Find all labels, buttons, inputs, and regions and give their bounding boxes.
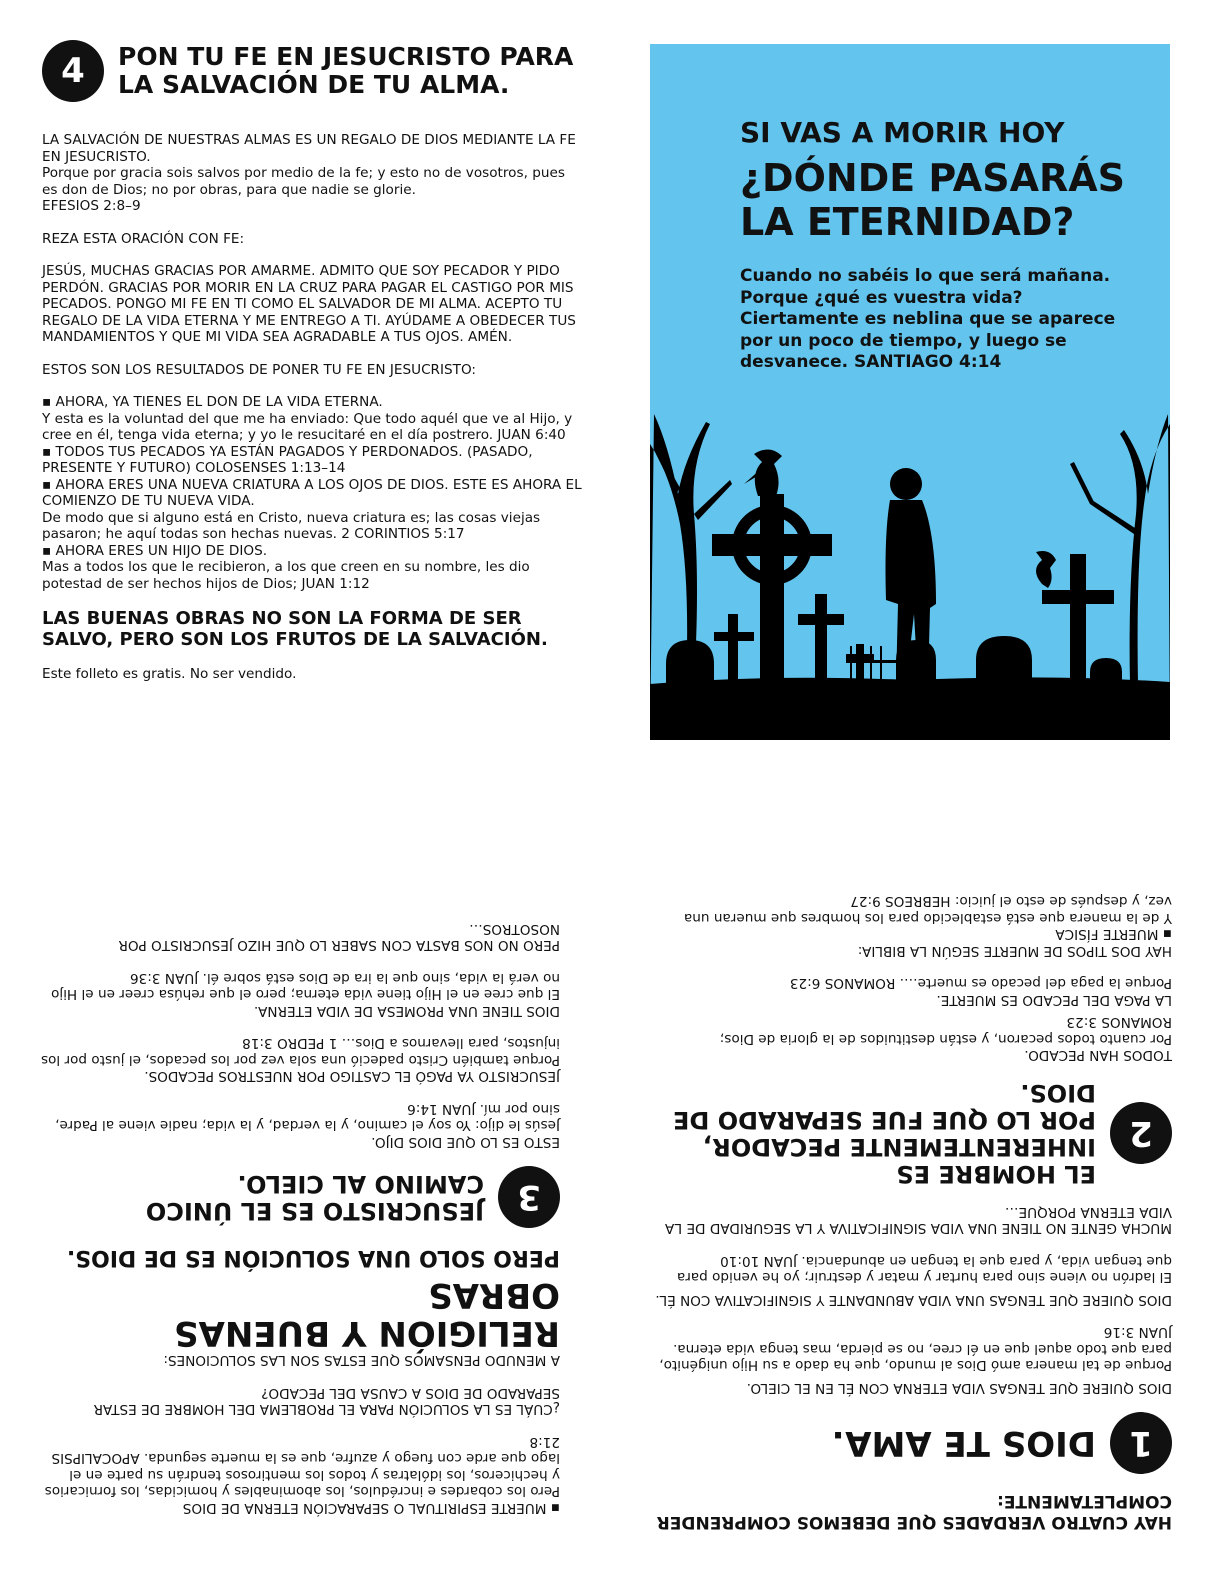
- john-14-verse: Jesús le dijo: Yo soy el camino, y la verdad, y la vida; nadie viene al Padre, sino por mí. JUAN 14:6: [55, 1101, 560, 1134]
- physical-death: ▪ MUERTE FÍSICA: [1055, 926, 1172, 943]
- result-1-verse: Y esta es la voluntad del que me ha enviado: Que todo aquél que ve al Hijo, y cree en él, tenga vida eterna; y yo le resucitaré en el día postrero. JUAN 6:40: [42, 410, 573, 443]
- step-4-header: [42, 40, 582, 102]
- john-3-36-verse: El que cree en el Hijo tiene vida eterna; pero el que rehúsa creer en el Hijo no verá la vida, sino que la ira de Dios está sobre él. JUAN 3:36: [51, 970, 560, 1003]
- step-3-header: [40, 1166, 560, 1228]
- john-10-10-verse: El ladrón no viene sino para hurtar y matar y destruir; yo he venido para que tengan vida, y para que la tengan en abundancia. JUAN 10:10: [676, 1253, 1172, 1286]
- hebrews-verse: Y de la manera que está establecido para los hombres que mueran una vez, y después de esto el juicio: HEBREOS 9:27: [683, 893, 1172, 926]
- step-2-number: 2: [1110, 1103, 1172, 1165]
- many-people: MUCHA GENTE NO TIENE UNA VIDA SIGNIFICATIVA Y LA SEGURIDAD DE LA VIDA ETERNA PORQUE…: [664, 1204, 1172, 1237]
- ephesians-verse: Porque por gracia sois salvos por medio de la fe; y esto no de vosotros, pues es don de Dios; no por obras, para que nadie se glorie.: [42, 165, 565, 198]
- god-wants: DIOS QUIERE QUE TENGAS VIDA ETERNA CON ÉL EN EL CIELO.: [746, 1380, 1172, 1396]
- romans-6-23-verse: Porque la paga del pecado es muerte…. ROMANOS 6:23: [789, 975, 1172, 992]
- graveyard-silhouette-icon: [650, 384, 1170, 740]
- step-1-title: DIOS TE AMA.: [831, 1423, 1096, 1464]
- john-3-16-verse: Porque de tal manera amó Dios al mundo, que ha dado a su Hijo unigénito, para que todo aquel que en él cree, no se pierda, mas tenga vida eterna. JUAN 3:16: [659, 1324, 1172, 1374]
- prayer-heading: REZA ESTA ORACIÓN CON FE:: [42, 230, 245, 247]
- result-3: ▪ AHORA ERES UNA NUEVA CRIATURA A LOS OJOS DE DIOS. ESTE ES AHORA EL COMIENZO DE TU NUEVA VIDA.: [42, 476, 582, 509]
- prayer-text: JESÚS, MUCHAS GRACIAS POR AMARME. ADMITO QUE SOY PECADOR Y PIDO PERDÓN. GRACIAS POR MORIR EN LA CRUZ PARA PAGAR EL CASTIGO POR MIS PECADOS. PONGO MI FE EN TI COMO EL SALVADOR DE MI ALMA. ACEPTO TU REGALO DE LA VIDA ETERNA Y ME ENTREGO A TI. AYÚDAME A OBEDECER TUS MANDAMIENTOS Y QUE MI VIDA SEA AGRADABLE A TUS OJOS. AMÉN.: [42, 263, 576, 345]
- step-4-number: 4: [42, 40, 104, 102]
- wage-of-sin: LA PAGA DEL PECADO ES MUERTE.: [936, 992, 1172, 1008]
- cover-panel: [650, 44, 1170, 740]
- step-3-title: JESUCRISTO ES EL ÚNICO CAMINO AL CIELO.: [145, 1170, 484, 1225]
- panel-step-3: [40, 866, 560, 1516]
- result-1: ▪ AHORA, YA TIENES EL DON DE LA VIDA ETERNA.: [42, 394, 383, 410]
- romans-3-23-verse: Por cuanto todos pecaron, y están destituidos de la gloria de Dios; ROMANOS 3:23: [719, 1014, 1172, 1047]
- eternal-promise: DIOS TIENE UNA PROMESA DE VIDA ETERNA.: [253, 1003, 560, 1019]
- cover-line-1: SI VAS A MORIR HOY: [740, 116, 1065, 149]
- step-1-header: [652, 1412, 1172, 1474]
- closing-statement: LAS BUENAS OBRAS NO SON LA FORMA DE SER SALVO, PERO SON LOS FRUTOS DE LA SALVACIÓN.: [42, 608, 548, 650]
- spiritual-death: ▪ MUERTE ESPIRITUAL O SEPARACIÓN ETERNA DE DIOS: [182, 1500, 560, 1516]
- results-heading: ESTOS SON LOS RESULTADOS DE PONER TU FE EN JESUCRISTO:: [42, 361, 476, 378]
- panel-step-4: [42, 40, 582, 683]
- all-sinned: TODOS HAN PECADO.: [1024, 1047, 1172, 1064]
- four-truths-intro: HAY CUATRO VERDADES QUE DEBEMOS COMPRENDER COMPLETAMENTE:: [656, 1491, 1172, 1532]
- step-1-number: 1: [1110, 1412, 1172, 1474]
- ephesians-ref: EFESIOS 2:8–9: [42, 198, 141, 214]
- panel-steps-1-2: [652, 838, 1172, 1532]
- only-one-solution: PERO SOLO UNA SOLUCIÓN ES DE DIOS.: [66, 1245, 560, 1270]
- footer-note: Este folleto es gratis. No ser vendido.: [42, 666, 297, 682]
- abundant-life: DIOS QUIERE QUE TENGAS UNA VIDA ABUNDANTE Y SIGNIFICATIVA CON ÉL.: [655, 1292, 1172, 1308]
- result-2: ▪ TODOS TUS PECADOS YA ESTÁN PAGADOS Y PERDONADOS. (PASADO, PRESENTE Y FUTURO) COLOSENSES 1:13–14: [42, 443, 533, 476]
- cover-quote: Cuando no sabéis lo que será mañana. Porque ¿qué es vuestra vida? Ciertamente es neblina que se aparece por un poco de tiempo, y luego se desvanece. SANTIAGO 4:14: [740, 266, 1116, 372]
- step-4-title: PON TU FE EN JESUCRISTO PARA LA SALVACIÓN DE TU ALMA.: [118, 42, 574, 99]
- result-4-verse: Mas a todos los que le recibieron, a los que creen en su nombre, les dio potestad de ser hechos hijos de Dios; JUAN 1:12: [42, 559, 530, 592]
- peter-verse: Porque también Cristo padeció una sola vez por los pecados, el justo por los injustos, para llevarnos a Dios… 1 PEDRO 3:18: [41, 1035, 560, 1068]
- not-enough: PERO NO NOS BASTA CON SABER LO QUE HIZO JESUCRISTO POR NOSOTROS…: [118, 921, 560, 954]
- two-deaths: HAY DOS TIPOS DE MUERTE SEGÚN LA BIBLIA:: [857, 943, 1172, 959]
- revelation-verse: Pero los cobardes e incrédulos, los abominables y homicidas, los fornicarios y hechiceros, los idólatras y todos los mentirosos tendrán su parte en el lago que arde con fuego y azufre, que es la muerte segunda. APOCALIPSIS 21:8: [44, 1434, 560, 1500]
- jesus-paid: JESUCRISTO YA PAGÓ EL CASTIGO POR NUESTROS PECADOS.: [144, 1068, 560, 1085]
- step-2-title: EL HOMBRE ES INHERENTEMENTE PECADOR, POR LO QUE FUE SEPARADO DE DIOS.: [673, 1079, 1096, 1189]
- step-2-header: [652, 1080, 1172, 1188]
- result-4: ▪ AHORA ERES UN HIJO DE DIOS.: [42, 542, 268, 559]
- solution-question: ¿CUÁL ES LA SOLUCIÓN PARA EL PROBLEMA DEL HOMBRE DE ESTAR SEPARADO DE DIOS A CAUSA DEL PECADO?: [93, 1385, 560, 1418]
- cover-headline: ¿DÓNDE PASARÁS LA ETERNIDAD?: [740, 156, 1126, 244]
- often-think: A MENUDO PENSAMOS QUE ESTAS SON LAS SOLUCIONES:: [163, 1352, 560, 1369]
- salvation-intro: LA SALVACIÓN DE NUESTRAS ALMAS ES UN REGALO DE DIOS MEDIANTE LA FE EN JESUCRISTO.: [42, 132, 576, 165]
- result-3-verse: De modo que si alguno está en Cristo, nueva criatura es; las cosas viejas pasaron; he aquí todas son hechas nuevas. 2 CORINTIOS 5:17: [42, 509, 541, 542]
- religion-works: RELIGIÓN Y BUENAS OBRAS: [174, 1275, 560, 1353]
- god-said: ESTO ES LO QUE DIOS DIJO.: [371, 1134, 560, 1150]
- step-3-number: 3: [498, 1166, 560, 1228]
